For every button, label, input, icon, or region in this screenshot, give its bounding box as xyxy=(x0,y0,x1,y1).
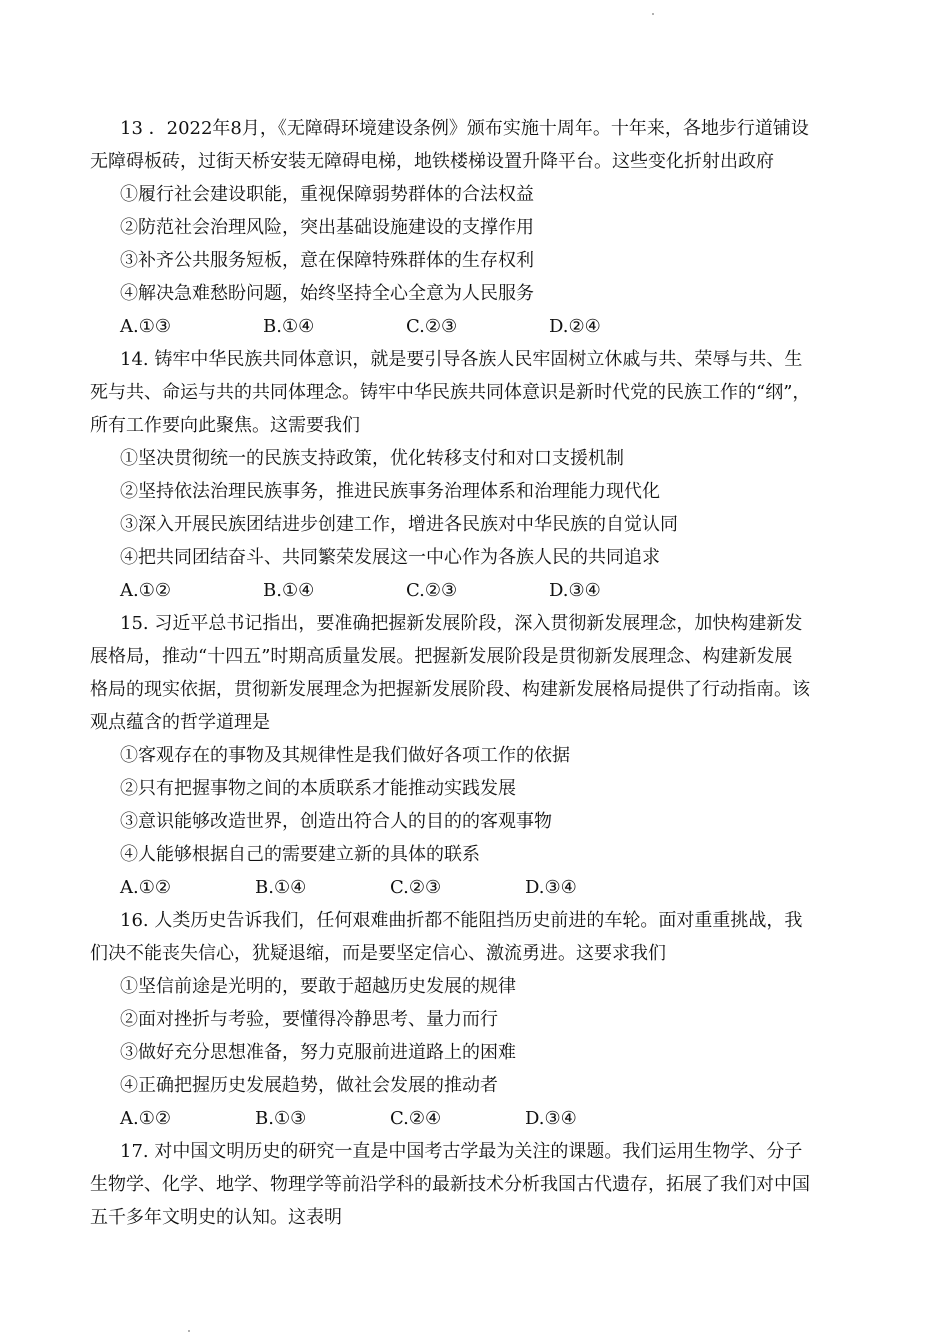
question-stem: 生物学、化学、地学、物理学等前沿学科的最新技术分析我国古代遗存，拓展了我们对中国 xyxy=(90,1174,810,1195)
option-2: ②只有把握事物之间的本质联系才能推动实践发展 xyxy=(120,778,516,799)
option-4: ④人能够根据自己的需要建立新的具体的联系 xyxy=(120,844,480,865)
option-3: ③意识能够改造世界，创造出符合人的目的的客观事物 xyxy=(120,811,552,832)
option-1: ①履行社会建设职能，重视保障弱势群体的合法权益 xyxy=(120,184,534,205)
question-stem: 格局的现实依据，贯彻新发展理念为把握新发展阶段、构建新发展格局提供了行动指南。该 xyxy=(90,679,810,700)
question-stem: 17. 对中国文明历史的研究一直是中国考古学最为关注的课题。我们运用生物学、分子 xyxy=(120,1141,803,1162)
choice-a: A.①② xyxy=(120,877,171,898)
choice-d: D.③④ xyxy=(549,580,601,601)
answer-choices xyxy=(120,1102,577,1135)
choice-a: A.①② xyxy=(120,580,171,601)
option-2: ②坚持依法治理民族事务，推进民族事务治理体系和治理能力现代化 xyxy=(120,481,660,502)
choice-c: C.②③ xyxy=(406,316,458,337)
choice-d: D.③④ xyxy=(525,1108,577,1129)
question-stem: 展格局，推动“十四五”时期高质量发展。把握新发展阶段是贯彻新发展理念、构建新发展 xyxy=(90,646,793,667)
option-2: ②防范社会治理风险，突出基础设施建设的支撑作用 xyxy=(120,217,534,238)
choice-d: D.③④ xyxy=(525,877,577,898)
question-stem: 13 ．2022年8月，《无障碍环境建设条例》颁布实施十周年。十年来，各地步行道铺设 xyxy=(120,118,809,139)
option-2: ②面对挫折与考验，要懂得冷静思考、量力而行 xyxy=(120,1009,498,1030)
option-3: ③深入开展民族团结进步创建工作，增进各民族对中华民族的自觉认同 xyxy=(120,514,678,535)
choice-a: A.①② xyxy=(120,1108,171,1129)
option-3: ③补齐公共服务短板，意在保障特殊群体的生存权利 xyxy=(120,250,534,271)
choice-b: B.①③ xyxy=(255,1108,307,1129)
question-stem: 们决不能丧失信心，犹疑退缩，而是要坚定信心、激流勇进。这要求我们 xyxy=(90,943,666,964)
option-1: ①坚决贯彻统一的民族支持政策，优化转移支付和对口支援机制 xyxy=(120,448,624,469)
choice-c: C.②③ xyxy=(390,877,442,898)
choice-b: B.①④ xyxy=(255,877,307,898)
option-1: ①客观存在的事物及其规律性是我们做好各项工作的依据 xyxy=(120,745,570,766)
choice-c: C.②③ xyxy=(406,580,458,601)
question-stem: 五千多年文明史的认知。这表明 xyxy=(90,1207,342,1228)
answer-choices xyxy=(120,574,601,607)
option-3: ③做好充分思想准备，努力克服前进道路上的困难 xyxy=(120,1042,516,1063)
answer-choices xyxy=(120,310,601,343)
question-stem: 观点蕴含的哲学道理是 xyxy=(90,712,270,733)
choice-c: C.②④ xyxy=(390,1108,442,1129)
question-stem: 14. 铸牢中华民族共同体意识，就是要引导各族人民牢固树立休戚与共、荣辱与共、生 xyxy=(120,349,803,370)
question-stem: 所有工作要向此聚焦。这需要我们 xyxy=(90,415,360,436)
speck-top xyxy=(652,13,654,15)
question-stem: 16. 人类历史告诉我们，任何艰难曲折都不能阻挡历史前进的车轮。面对重重挑战，我 xyxy=(120,910,803,931)
choice-d: D.②④ xyxy=(549,316,601,337)
question-stem: 死与共、命运与共的共同体理念。铸牢中华民族共同体意识是新时代党的民族工作的“纲”， xyxy=(90,382,811,403)
choice-a: A.①③ xyxy=(120,316,171,337)
option-4: ④正确把握历史发展趋势，做社会发展的推动者 xyxy=(120,1075,498,1096)
speck-bottom xyxy=(188,1330,190,1332)
question-stem: 15. 习近平总书记指出，要准确把握新发展阶段，深入贯彻新发展理念，加快构建新发 xyxy=(120,613,803,634)
choice-b: B.①④ xyxy=(263,580,315,601)
option-1: ①坚信前途是光明的，要敢于超越历史发展的规律 xyxy=(120,976,516,997)
answer-choices xyxy=(120,871,577,904)
option-4: ④把共同团结奋斗、共同繁荣发展这一中心作为各族人民的共同追求 xyxy=(120,547,660,568)
question-stem: 无障碍板砖，过街天桥安装无障碍电梯，地铁楼梯设置升降平台。这些变化折射出政府 xyxy=(90,151,774,172)
choice-b: B.①④ xyxy=(263,316,315,337)
option-4: ④解决急难愁盼问题，始终坚持全心全意为人民服务 xyxy=(120,283,534,304)
